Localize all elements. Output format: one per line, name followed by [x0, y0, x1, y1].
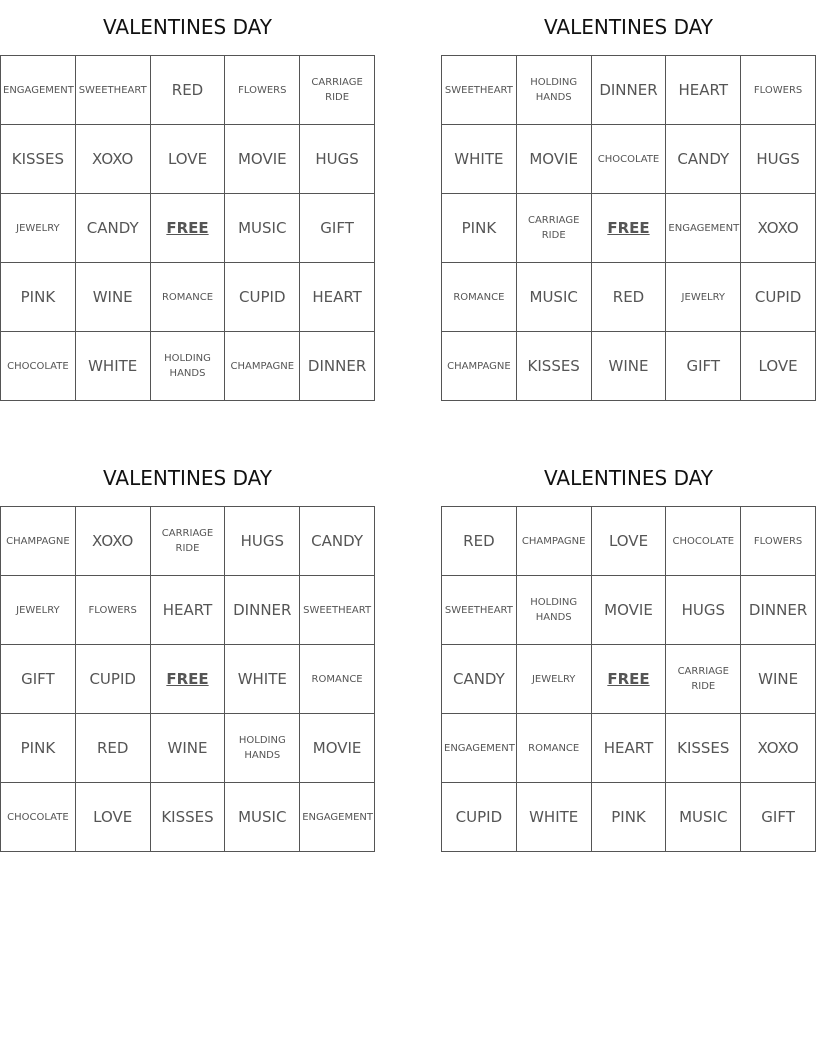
bingo-card-3 — [0, 451, 375, 852]
bingo-cell: HUGS — [741, 125, 816, 194]
bingo-cell: CUPID — [225, 263, 300, 332]
grid-row — [442, 125, 816, 194]
grid-row — [442, 714, 816, 783]
bingo-cell: KISSES — [1, 125, 76, 194]
bingo-cell: SWEETHEART — [75, 56, 150, 125]
bingo-cell: HOLDING HANDS — [225, 714, 300, 783]
grid-row — [1, 645, 375, 714]
bingo-cell: HOLDING HANDS — [150, 332, 225, 401]
bingo-cell: PINK — [1, 714, 76, 783]
bingo-cell: DINNER — [591, 56, 666, 125]
bingo-cell: HEART — [666, 56, 741, 125]
bingo-cell: SWEETHEART — [442, 576, 517, 645]
bingo-cell: LOVE — [150, 125, 225, 194]
bingo-cell: CARRIAGE RIDE — [666, 645, 741, 714]
bingo-cell: SWEETHEART — [442, 56, 517, 125]
bingo-cell: MUSIC — [225, 194, 300, 263]
bingo-cell: FLOWERS — [741, 56, 816, 125]
bingo-cell: WHITE — [442, 125, 517, 194]
bingo-cell: MOVIE — [300, 714, 375, 783]
grid-row — [1, 714, 375, 783]
bingo-cell: MOVIE — [225, 125, 300, 194]
bingo-cell: HOLDING HANDS — [516, 56, 591, 125]
bingo-cell: LOVE — [591, 507, 666, 576]
bingo-cell: CHAMPAGNE — [225, 332, 300, 401]
bingo-cell: ROMANCE — [300, 645, 375, 714]
bingo-cell: MUSIC — [516, 263, 591, 332]
bingo-cell: GIFT — [1, 645, 76, 714]
bingo-cell: KISSES — [516, 332, 591, 401]
bingo-card-2 — [441, 0, 816, 401]
bingo-cell: CANDY — [75, 194, 150, 263]
bingo-cell: CANDY — [666, 125, 741, 194]
card-title: VALENTINES DAY — [103, 15, 272, 39]
grid-row — [1, 263, 375, 332]
bingo-cell: MOVIE — [591, 576, 666, 645]
bingo-cell: HOLDING HANDS — [516, 576, 591, 645]
bingo-cell: ROMANCE — [150, 263, 225, 332]
bingo-cell: MOVIE — [516, 125, 591, 194]
bingo-cell: PINK — [591, 783, 666, 852]
grid-row — [1, 507, 375, 576]
bingo-cell: ENGAGEMENT — [666, 194, 741, 263]
bingo-cell: CUPID — [75, 645, 150, 714]
card-title: VALENTINES DAY — [103, 466, 272, 490]
bingo-cell: HUGS — [666, 576, 741, 645]
bingo-cell: MUSIC — [225, 783, 300, 852]
bingo-cell: CUPID — [741, 263, 816, 332]
bingo-cell: ENGAGEMENT — [1, 56, 76, 125]
bingo-cell: JEWELRY — [1, 194, 76, 263]
bingo-cell: KISSES — [150, 783, 225, 852]
bingo-card-4 — [441, 451, 816, 852]
grid-row — [442, 576, 816, 645]
bingo-cell: CARRIAGE RIDE — [516, 194, 591, 263]
bingo-cell: LOVE — [741, 332, 816, 401]
grid-row — [1, 576, 375, 645]
bingo-cell: CHOCOLATE — [1, 332, 76, 401]
bingo-cell: WINE — [741, 645, 816, 714]
grid-row — [442, 645, 816, 714]
bingo-grid — [0, 506, 375, 852]
card-title: VALENTINES DAY — [544, 466, 713, 490]
bingo-cell: ENGAGEMENT — [442, 714, 517, 783]
bingo-cell: DINNER — [741, 576, 816, 645]
bingo-cell: FLOWERS — [225, 56, 300, 125]
bingo-cell: CANDY — [300, 507, 375, 576]
grid-row — [442, 263, 816, 332]
bingo-cell: HEART — [591, 714, 666, 783]
bingo-grid — [441, 506, 816, 852]
bingo-cell: CHOCOLATE — [1, 783, 76, 852]
bingo-cell: HEART — [300, 263, 375, 332]
bingo-cell: RED — [591, 263, 666, 332]
grid-row — [1, 783, 375, 852]
bingo-cell: CHAMPAGNE — [1, 507, 76, 576]
free-space-cell: FREE — [591, 645, 666, 714]
bingo-cell: GIFT — [300, 194, 375, 263]
grid-row — [442, 507, 816, 576]
bingo-cell: CHAMPAGNE — [442, 332, 517, 401]
bingo-cell: XOXO — [741, 714, 816, 783]
free-space-cell: FREE — [150, 194, 225, 263]
bingo-cell: GIFT — [741, 783, 816, 852]
bingo-grid — [441, 55, 816, 401]
bingo-cell: CHAMPAGNE — [516, 507, 591, 576]
bingo-cell: WHITE — [225, 645, 300, 714]
bingo-cell: RED — [150, 56, 225, 125]
free-space-cell: FREE — [591, 194, 666, 263]
bingo-cell: FLOWERS — [75, 576, 150, 645]
bingo-cell: XOXO — [741, 194, 816, 263]
bingo-cell: WINE — [591, 332, 666, 401]
bingo-cell: LOVE — [75, 783, 150, 852]
bingo-cell: ROMANCE — [516, 714, 591, 783]
grid-row — [1, 56, 375, 125]
bingo-cell: RED — [75, 714, 150, 783]
bingo-cell: WINE — [75, 263, 150, 332]
bingo-cell: FLOWERS — [741, 507, 816, 576]
grid-row — [1, 125, 375, 194]
bingo-cell: HEART — [150, 576, 225, 645]
bingo-cell: ENGAGEMENT — [300, 783, 375, 852]
bingo-cell: CHOCOLATE — [666, 507, 741, 576]
bingo-cell: DINNER — [300, 332, 375, 401]
card-title: VALENTINES DAY — [544, 15, 713, 39]
grid-row — [442, 783, 816, 852]
bingo-grid — [0, 55, 375, 401]
grid-row — [442, 56, 816, 125]
bingo-cell: CANDY — [442, 645, 517, 714]
bingo-card-1 — [0, 0, 375, 401]
grid-row — [1, 194, 375, 263]
bingo-cell: HUGS — [300, 125, 375, 194]
bingo-cell: CUPID — [442, 783, 517, 852]
bingo-cell: PINK — [1, 263, 76, 332]
bingo-cell: JEWELRY — [666, 263, 741, 332]
bingo-cell: SWEETHEART — [300, 576, 375, 645]
bingo-cell: XOXO — [75, 507, 150, 576]
bingo-cell: HUGS — [225, 507, 300, 576]
bingo-cell: PINK — [442, 194, 517, 263]
free-space-cell: FREE — [150, 645, 225, 714]
bingo-cell: JEWELRY — [516, 645, 591, 714]
bingo-cell: XOXO — [75, 125, 150, 194]
bingo-cell: WHITE — [516, 783, 591, 852]
bingo-cell: CARRIAGE RIDE — [150, 507, 225, 576]
bingo-cell: CARRIAGE RIDE — [300, 56, 375, 125]
bingo-cell: MUSIC — [666, 783, 741, 852]
bingo-cell: GIFT — [666, 332, 741, 401]
bingo-cell: KISSES — [666, 714, 741, 783]
bingo-cell: DINNER — [225, 576, 300, 645]
grid-row — [442, 332, 816, 401]
bingo-cell: RED — [442, 507, 517, 576]
bingo-cell: JEWELRY — [1, 576, 76, 645]
grid-row — [1, 332, 375, 401]
bingo-cell: WHITE — [75, 332, 150, 401]
bingo-cell: WINE — [150, 714, 225, 783]
bingo-cell: CHOCOLATE — [591, 125, 666, 194]
bingo-cell: ROMANCE — [442, 263, 517, 332]
grid-row — [442, 194, 816, 263]
